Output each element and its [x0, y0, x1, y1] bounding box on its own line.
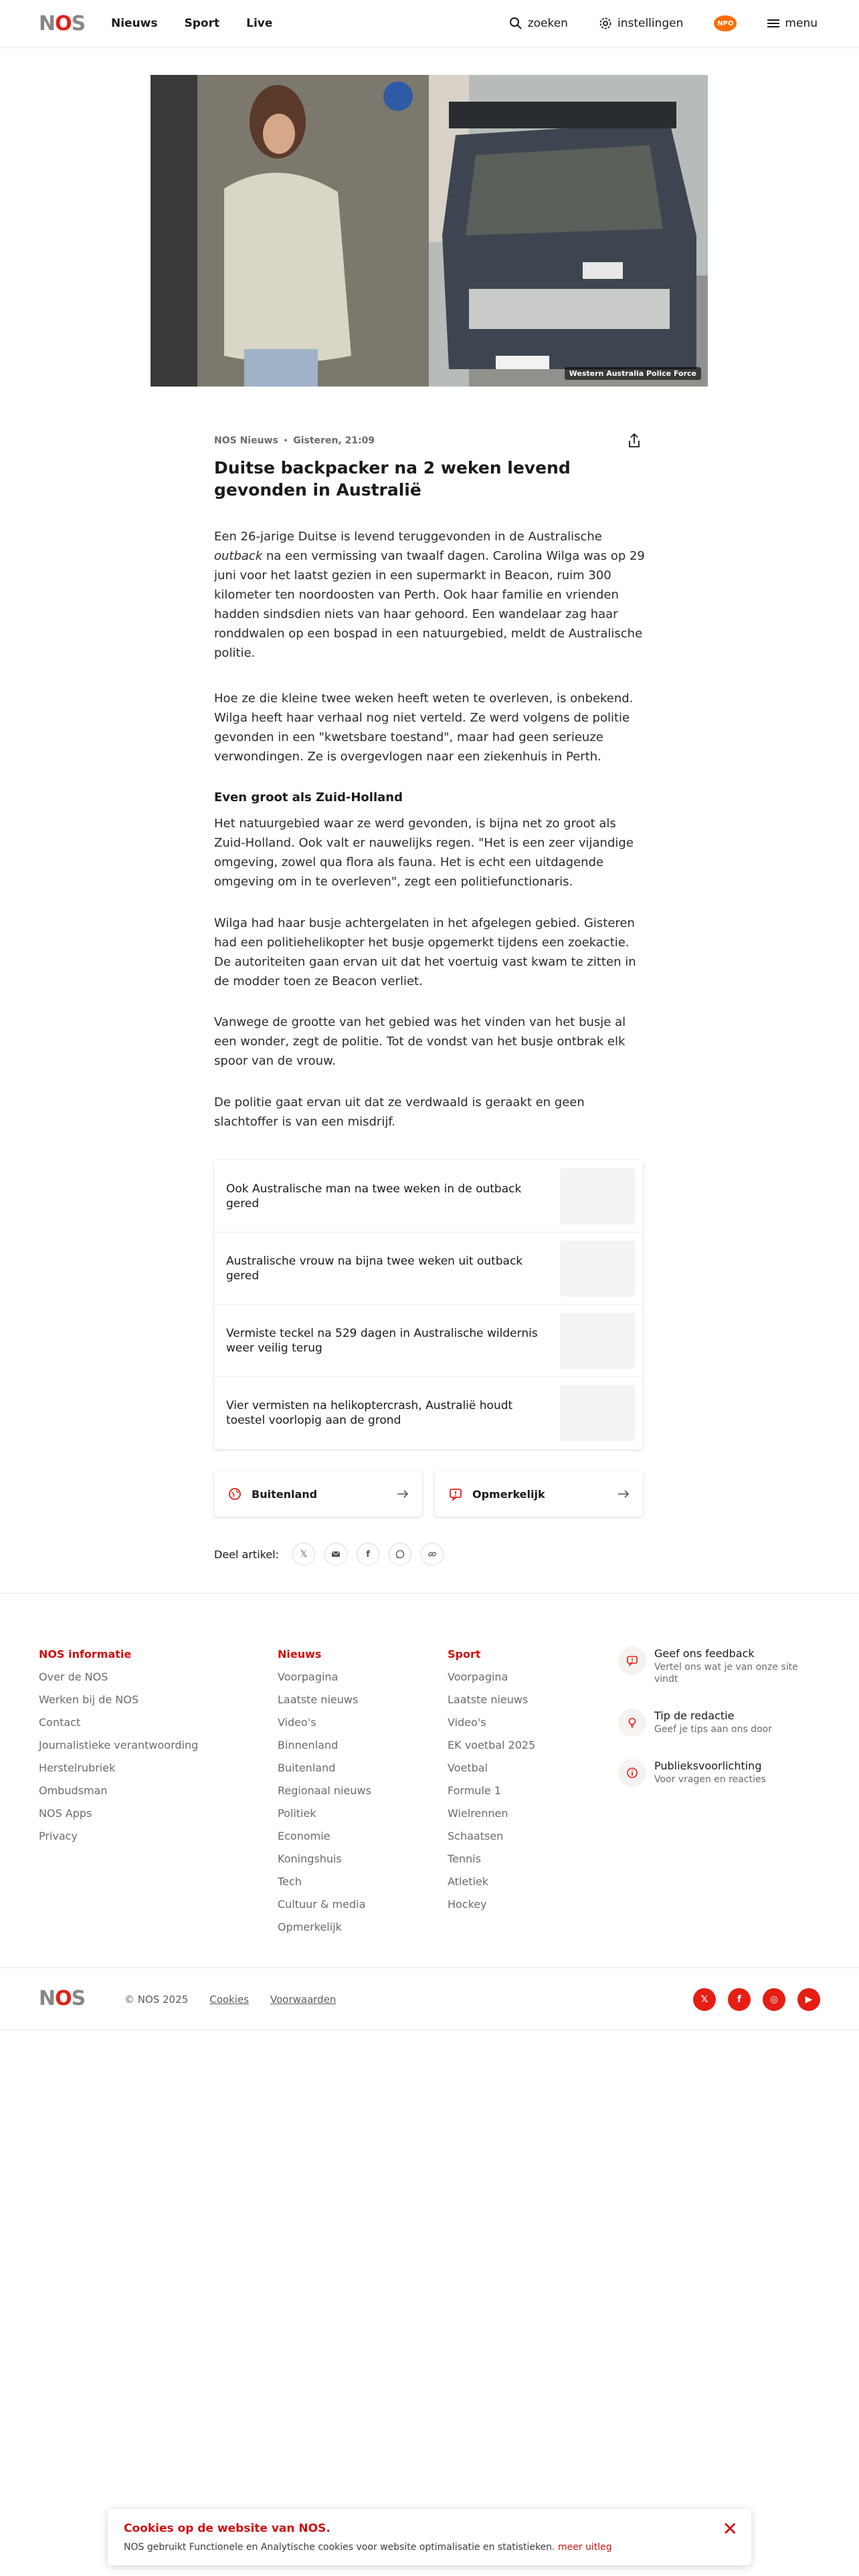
article-meta — [214, 435, 375, 446]
search-icon — [509, 17, 522, 30]
footer-link[interactable]: Voorpagina — [278, 1671, 339, 1683]
share-article — [214, 1543, 444, 1566]
footer-link[interactable]: EK voetbal 2025 — [448, 1739, 536, 1751]
footer-link[interactable]: Tech — [278, 1875, 302, 1888]
main-nav — [111, 15, 272, 32]
share-facebook-button[interactable] — [357, 1543, 379, 1566]
article-subheading: Even groot als Zuid-Holland — [214, 790, 403, 804]
menu-label: menu — [785, 17, 818, 30]
link-icon — [427, 1549, 437, 1559]
hero-photo-woman — [151, 75, 429, 387]
footer-link[interactable]: Cultuur & media — [278, 1898, 366, 1911]
category-card-opmerkelijk[interactable] — [435, 1471, 643, 1517]
footer-link[interactable]: Contact — [39, 1716, 81, 1729]
hamburger-icon — [767, 18, 779, 29]
lightbulb-icon — [626, 1717, 638, 1729]
footer-link[interactable]: Economie — [278, 1830, 330, 1842]
related-article-title: Vier vermisten na helikoptercrash, Australië houdt toestel voorlopig aan de grond — [226, 1399, 513, 1427]
photo-credit: Western Australia Police Force — [565, 367, 701, 380]
footer-heading: Nieuws — [278, 1648, 322, 1660]
header-actions — [509, 15, 818, 32]
footer-link[interactable]: Regionaal nieuws — [278, 1784, 371, 1797]
footer-link[interactable]: Voetbal — [448, 1761, 488, 1774]
footer-link[interactable]: Laatste nieuws — [278, 1693, 359, 1706]
feedback-link[interactable] — [618, 1646, 819, 1685]
feedback-icon-wrap — [618, 1646, 646, 1675]
settings-label: instellingen — [617, 17, 684, 30]
related-article[interactable] — [214, 1305, 643, 1377]
footer-col-nieuws — [278, 1646, 371, 1942]
tip-link[interactable] — [618, 1709, 819, 1737]
exclamation-bubble-icon — [448, 1487, 463, 1501]
share-button[interactable] — [625, 431, 644, 450]
footer-link[interactable]: Hockey — [448, 1898, 487, 1911]
footer-link[interactable]: Wielrennen — [448, 1807, 508, 1820]
share-icon — [625, 431, 644, 450]
article-paragraph-5: Vanwege de grootte van het gebied was het vinden van het busje al een wonder, zegt de politie. Tot de vondst van het busje ontbrak elk spoor van de vrouw. — [214, 1015, 626, 1068]
footer-bottom — [0, 1967, 859, 2030]
related-articles — [214, 1160, 643, 1449]
related-article-thumbnail — [560, 1168, 635, 1224]
footer-heading: Sport — [448, 1648, 481, 1660]
cookie-banner — [108, 2509, 751, 2565]
footer-col-info — [39, 1646, 198, 1851]
article-source: NOS Nieuws — [214, 435, 278, 446]
cookie-description: NOS gebruikt Functionele en Analytische cookies voor website optimalisatie en statistieken. — [124, 2542, 555, 2553]
footer-link[interactable]: Journalistieke verantwoording — [39, 1739, 199, 1751]
copyright: © NOS 2025 — [124, 1994, 189, 2006]
x-icon: 𝕏 — [300, 1549, 308, 1560]
tip-icon-wrap — [618, 1709, 646, 1737]
footer-logo[interactable]: NOS — [39, 1987, 86, 2010]
feedback-subtitle: Vertel ons wat je van onze site vindt — [654, 1662, 798, 1685]
related-article-thumbnail — [560, 1313, 635, 1369]
footer-link[interactable]: Binnenland — [278, 1739, 339, 1751]
related-article-thumbnail — [560, 1241, 635, 1297]
nav-nieuws[interactable]: Nieuws — [111, 17, 158, 30]
arrow-right-icon — [617, 1489, 630, 1499]
footer-link[interactable]: Ombudsman — [39, 1784, 108, 1797]
tip-subtitle: Geef je tips aan ons door — [654, 1724, 772, 1735]
nav-live[interactable]: Live — [246, 17, 273, 30]
related-article-title: Ook Australische man na twee weken in de outback gered — [226, 1182, 522, 1210]
share-whatsapp-button[interactable] — [389, 1543, 411, 1566]
info-icon-wrap — [618, 1759, 646, 1787]
x-social-button[interactable] — [693, 1988, 716, 2011]
article-paragraph-6: De politie gaat ervan uit dat ze verdwaald is geraakt en geen slachtoffer is van een misdrijf. — [214, 1095, 585, 1129]
related-article[interactable] — [214, 1160, 643, 1232]
facebook-social-button[interactable] — [728, 1988, 751, 2011]
footer-link[interactable]: Schaatsen — [448, 1830, 504, 1842]
share-link-button[interactable] — [421, 1543, 444, 1566]
share-x-button[interactable] — [292, 1543, 315, 1566]
cookie-title: Cookies op de website van NOS. — [124, 2522, 330, 2535]
hero-image — [151, 75, 708, 387]
x-icon: 𝕏 — [700, 1994, 708, 2005]
facebook-icon: f — [366, 1549, 370, 1560]
article-paragraph-2: Hoe ze die kleine twee weken heeft weten te overleven, is onbekend. Wilga heeft haar verhaal nog niet verteld. Ze werd volgens de politie gevonden in een "kwetsbare toestand", maar had geen serieuze verwondingen. Ze is overgevlogen naar een ziekenhuis in Perth. — [214, 691, 634, 764]
article-paragraph-1 — [214, 527, 646, 663]
paragraph-1-end: na een vermissing van twaalf dagen. Carolina Wilga was op 29 juni voor het laatst gezien in een supermarkt in Beacon, ruim 300 kilometer ten noordoosten van Perth. Ook haar familie en vrienden hadden sindsdien niets van haar gehoord. Een wandelaar zag haar ronddwalen op een bospad in een natuurgebied, meldt de Australische politie. — [214, 549, 645, 660]
footer-link[interactable]: Werken bij de NOS — [39, 1693, 139, 1706]
footer-separator — [0, 1593, 859, 1594]
social-links — [693, 1988, 820, 2011]
cookie-text — [124, 2540, 735, 2555]
close-icon[interactable]: ✕ — [722, 2518, 738, 2540]
related-article-title: Vermiste teckel na 529 dagen in Australische wildernis weer veilig terug — [226, 1326, 538, 1355]
article-paragraph-4: Wilga had haar busje achtergelaten in het afgelegen gebied. Gisteren had een politiehelikopter het busje opgemerkt tijdens een zoekactie. De autoriteiten gaan ervan uit dat het voertuig vast kwam te zitten in de modder toen ze Beacon verliet. — [214, 916, 636, 988]
article-time: Gisteren, 21:09 — [293, 435, 375, 446]
footer-link[interactable]: Atletiek — [448, 1875, 489, 1888]
info-link[interactable] — [618, 1759, 819, 1787]
footer-link[interactable]: Video's — [448, 1716, 486, 1729]
footer-link[interactable]: Opmerkelijk — [278, 1921, 342, 1933]
info-icon — [626, 1767, 638, 1779]
youtube-social-button[interactable] — [797, 1988, 820, 2011]
info-title: Publieksvoorlichting — [654, 1759, 762, 1772]
footer-link[interactable]: Video's — [278, 1716, 316, 1729]
footer-link[interactable]: Koningshuis — [278, 1852, 342, 1865]
meta-separator: • — [283, 437, 288, 445]
nos-logo[interactable]: NOS — [39, 12, 86, 35]
share-email-button[interactable] — [324, 1543, 347, 1566]
footer-link[interactable]: Privacy — [39, 1830, 78, 1842]
hero-photo-van — [429, 75, 708, 387]
related-article-title: Australische vrouw na bijna twee weken uit outback gered — [226, 1254, 523, 1283]
paragraph-1-start: Een 26-jarige Duitse is levend teruggevonden in de Australische — [214, 530, 602, 544]
instagram-icon: ◎ — [769, 1994, 779, 2005]
nav-sport[interactable]: Sport — [184, 17, 220, 30]
gear-icon — [599, 17, 612, 30]
cookies-link[interactable]: Cookies — [209, 1994, 249, 2006]
youtube-icon: ▶ — [805, 1994, 813, 2005]
tip-title: Tip de redactie — [654, 1709, 735, 1722]
whatsapp-icon — [395, 1549, 405, 1559]
footer-link[interactable]: Over de NOS — [39, 1671, 108, 1683]
footer-col-sport — [448, 1646, 535, 1919]
footer-link[interactable]: Voorpagina — [448, 1671, 508, 1683]
footer-link[interactable]: Politiek — [278, 1807, 316, 1820]
footer-legal — [124, 1992, 336, 2007]
footer-link[interactable]: Formule 1 — [448, 1784, 501, 1797]
instagram-social-button[interactable] — [763, 1988, 785, 2011]
category-label: Opmerkelijk — [472, 1487, 545, 1501]
menu-button[interactable] — [767, 15, 818, 32]
footer-link[interactable]: Buitenland — [278, 1761, 336, 1774]
related-article[interactable] — [214, 1377, 643, 1449]
paragraph-1-italic: outback — [214, 549, 263, 563]
article-paragraph-3: Het natuurgebied waar ze werd gevonden, is bijna net zo groot als Zuid-Holland. Ook valt er nauwelijks regen. "Het is een zeer vijandige omgeving, zowel qua flora als fauna. Het is echt een uitdagende omgeving om in te overleven", zegt een politiefunctionaris. — [214, 817, 634, 889]
arrow-right-icon — [397, 1489, 409, 1499]
settings-button[interactable] — [599, 15, 683, 32]
mail-icon — [331, 1549, 341, 1559]
category-card-buitenland[interactable] — [214, 1471, 422, 1517]
facebook-icon: f — [737, 1994, 742, 2005]
related-article[interactable] — [214, 1232, 643, 1305]
site-header — [0, 0, 859, 48]
footer-link[interactable]: Tennis — [448, 1852, 481, 1865]
share-label: Deel artikel: — [214, 1547, 280, 1561]
article-title: Duitse backpacker na 2 weken levend gevonden in Australië — [214, 458, 571, 500]
search-button[interactable] — [509, 15, 568, 32]
globe-icon — [227, 1487, 242, 1501]
category-label: Buitenland — [252, 1487, 318, 1501]
related-article-thumbnail — [560, 1385, 635, 1441]
footer-link[interactable]: Herstelrubriek — [39, 1761, 116, 1774]
npo-logo[interactable]: NPO — [714, 15, 737, 31]
footer-heading: NOS informatie — [39, 1648, 132, 1660]
feedback-icon — [626, 1654, 638, 1667]
info-subtitle: Voor vragen en reacties — [654, 1774, 766, 1785]
cookie-more-link[interactable]: meer uitleg — [557, 2542, 612, 2553]
footer-link[interactable]: NOS Apps — [39, 1807, 92, 1820]
footer-link[interactable]: Laatste nieuws — [448, 1693, 529, 1706]
feedback-title: Geef ons feedback — [654, 1647, 755, 1660]
search-label: zoeken — [527, 17, 568, 30]
terms-link[interactable]: Voorwaarden — [270, 1994, 337, 2006]
